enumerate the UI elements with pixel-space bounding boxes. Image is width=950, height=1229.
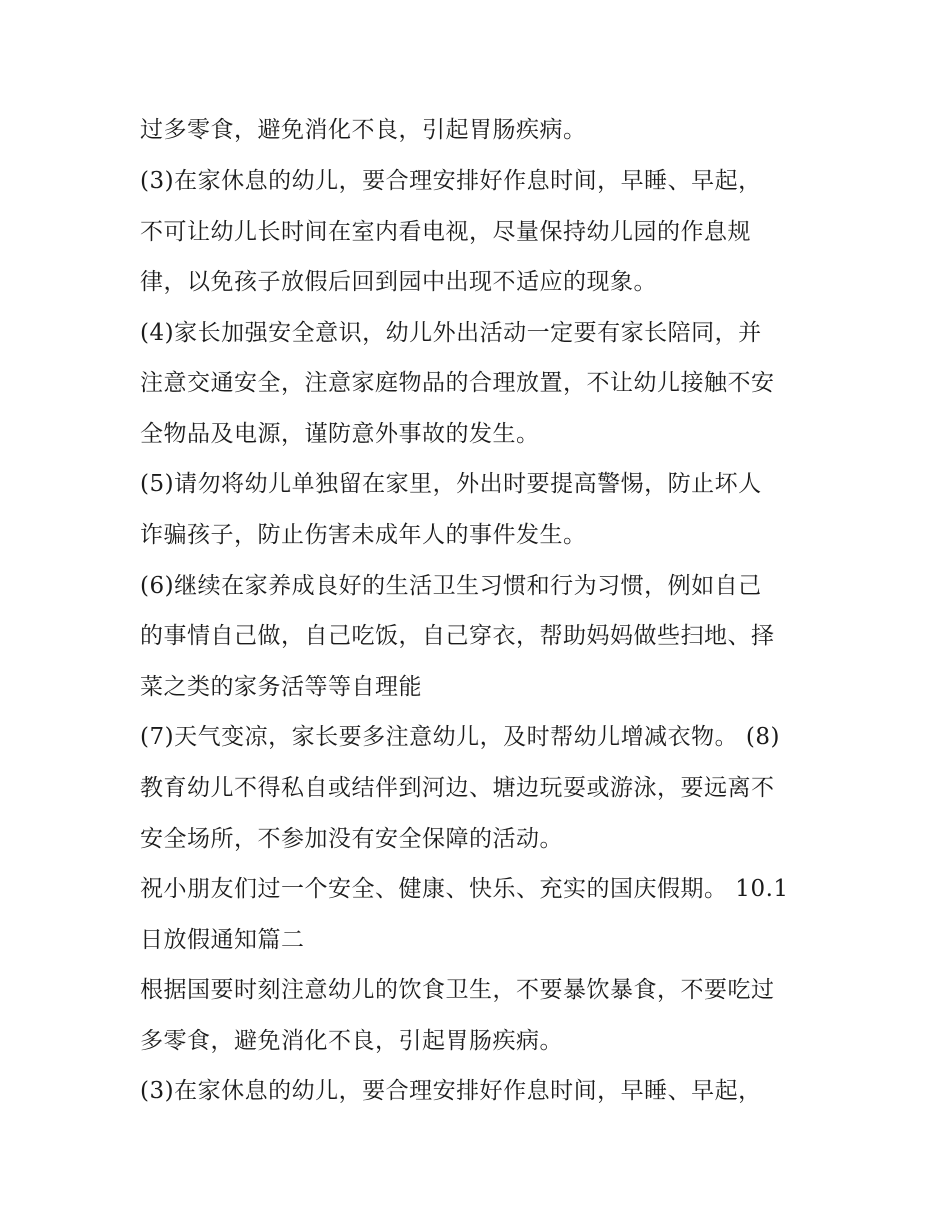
text-line: (3)在家休息的幼儿，要合理安排好作息时间，早睡、早起， bbox=[140, 1078, 762, 1104]
text-line: 律，以免孩子放假后回到园中出现不适应的现象。 bbox=[140, 269, 657, 295]
text-line: (5)请勿将幼儿单独留在家里，外出时要提高警惕，防止坏人 bbox=[140, 471, 762, 497]
text-line: 多零食，避免消化不良，引起胃肠疾病。 bbox=[140, 1028, 563, 1054]
text-line: 祝小朋友们过一个安全、健康、快乐、充实的国庆假期。 10.1 bbox=[140, 876, 789, 902]
text-line: 不可让幼儿长时间在室内看电视，尽量保持幼儿园的作息规 bbox=[140, 219, 751, 245]
text-line: 菜之类的家务活等等自理能 bbox=[140, 674, 422, 700]
text-line: 根据国要时刻注意幼儿的饮食卫生，不要暴饮暴食，不要吃过 bbox=[140, 977, 775, 1003]
text-line: 教育幼儿不得私自或结伴到河边、塘边玩耍或游泳，要远离不 bbox=[140, 775, 775, 801]
text-line: 日放假通知篇二 bbox=[140, 927, 305, 953]
text-line: 安全场所，不参加没有安全保障的活动。 bbox=[140, 826, 563, 852]
text-line: (4)家长加强安全意识，幼儿外出活动一定要有家长陪同，并 bbox=[140, 320, 762, 346]
text-line: (7)天气变凉，家长要多注意幼儿，及时帮幼儿增减衣物。 (8) bbox=[140, 724, 780, 750]
text-line: 的事情自己做，自己吃饭，自己穿衣，帮助妈妈做些扫地、择 bbox=[140, 623, 775, 649]
text-line: 诈骗孩子，防止伤害未成年人的事件发生。 bbox=[140, 522, 587, 548]
text-line: 注意交通安全，注意家庭物品的合理放置，不让幼儿接触不安 bbox=[140, 370, 775, 396]
text-line: (3)在家休息的幼儿，要合理安排好作息时间，早睡、早起， bbox=[140, 168, 762, 194]
text-line: (6)继续在家养成良好的生活卫生习惯和行为习惯，例如自己 bbox=[140, 573, 762, 599]
text-line: 过多零食，避免消化不良，引起胃肠疾病。 bbox=[140, 117, 587, 143]
text-line: 全物品及电源，谨防意外事故的发生。 bbox=[140, 421, 540, 447]
